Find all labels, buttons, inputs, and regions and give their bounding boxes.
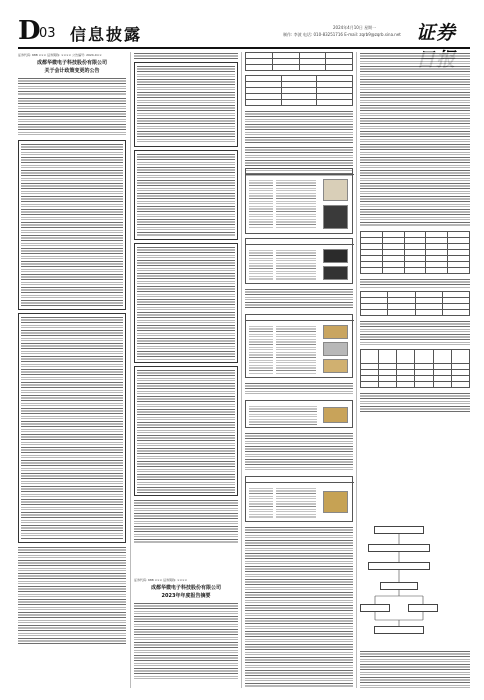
notice-block — [134, 366, 238, 496]
column-4 — [360, 52, 470, 414]
notice-text — [245, 526, 353, 688]
notice-text — [245, 432, 353, 472]
product-photo — [323, 205, 348, 229]
ownership-diagram — [360, 524, 470, 644]
notice-text — [360, 52, 470, 227]
product-photo — [323, 325, 348, 339]
financial-table — [360, 231, 470, 274]
notice-codes: 证券代码: 688 ××× 证券简称: ×××× 公告编号: 2024-0×× — [18, 53, 102, 57]
product-photo — [323, 249, 348, 263]
section-number: 03 — [39, 26, 56, 41]
publication-contact: 制作: 李波 电话: 010-83251716 E-mail: zqrb9@zqrb.sina.net — [283, 32, 401, 37]
product-photo — [323, 491, 348, 513]
summary-table — [245, 52, 353, 71]
notice-title: 关于会计政策变更的公告 — [44, 68, 100, 74]
financial-table — [360, 291, 470, 316]
product-photo — [323, 266, 348, 280]
annual-report-notice — [134, 578, 238, 680]
section-title: 信息披露 — [70, 25, 143, 44]
notice-company: 成都华微电子科技股份有限公司 — [36, 60, 107, 66]
diagram-connectors — [360, 524, 470, 644]
column-divider — [130, 52, 131, 688]
product-table-2 — [245, 238, 353, 284]
masthead — [18, 18, 470, 48]
notice-text — [360, 650, 470, 688]
column-3 — [245, 52, 353, 176]
product-photo — [323, 342, 348, 356]
column-1 — [18, 52, 126, 644]
brand-logo: 证券 — [416, 22, 457, 44]
notice-text — [18, 546, 126, 644]
product-table-4 — [245, 400, 353, 428]
product-photo — [323, 179, 348, 201]
notice-text — [18, 77, 126, 95]
column-divider — [356, 52, 357, 688]
header-rule — [18, 47, 470, 49]
summary-table — [245, 75, 353, 106]
notice-company: 成都华微电子科技股份有限公司 — [150, 585, 221, 591]
product-table-3 — [245, 314, 353, 378]
notice-block — [18, 313, 126, 543]
notice-text — [134, 52, 238, 60]
notice-block — [134, 243, 238, 363]
shareholder-table — [360, 349, 470, 388]
publication-date: 2024年4月10日 星期一 — [333, 25, 377, 30]
notice-text — [245, 110, 353, 144]
product-photo — [323, 407, 348, 423]
notice-text — [360, 278, 470, 288]
product-table-1 — [245, 168, 353, 234]
notice-title: 2023年年度报告摘要 — [161, 593, 211, 599]
notice-text — [245, 288, 353, 310]
product-photo — [323, 359, 348, 373]
notice-text — [360, 392, 470, 414]
column-divider — [241, 52, 242, 688]
section-letter: D — [18, 16, 41, 46]
notice-text — [360, 320, 470, 346]
notice-text — [18, 97, 126, 137]
notice-text — [134, 499, 238, 544]
notice-codes: 证券代码: 688 ××× 证券简称: ×××× — [134, 578, 188, 582]
notice-block — [134, 62, 238, 147]
notice-block — [18, 140, 126, 310]
product-table-5 — [245, 476, 353, 522]
notice-block — [134, 150, 238, 240]
notice-text — [134, 602, 238, 680]
notice-text — [245, 382, 353, 396]
column-2 — [134, 52, 238, 544]
